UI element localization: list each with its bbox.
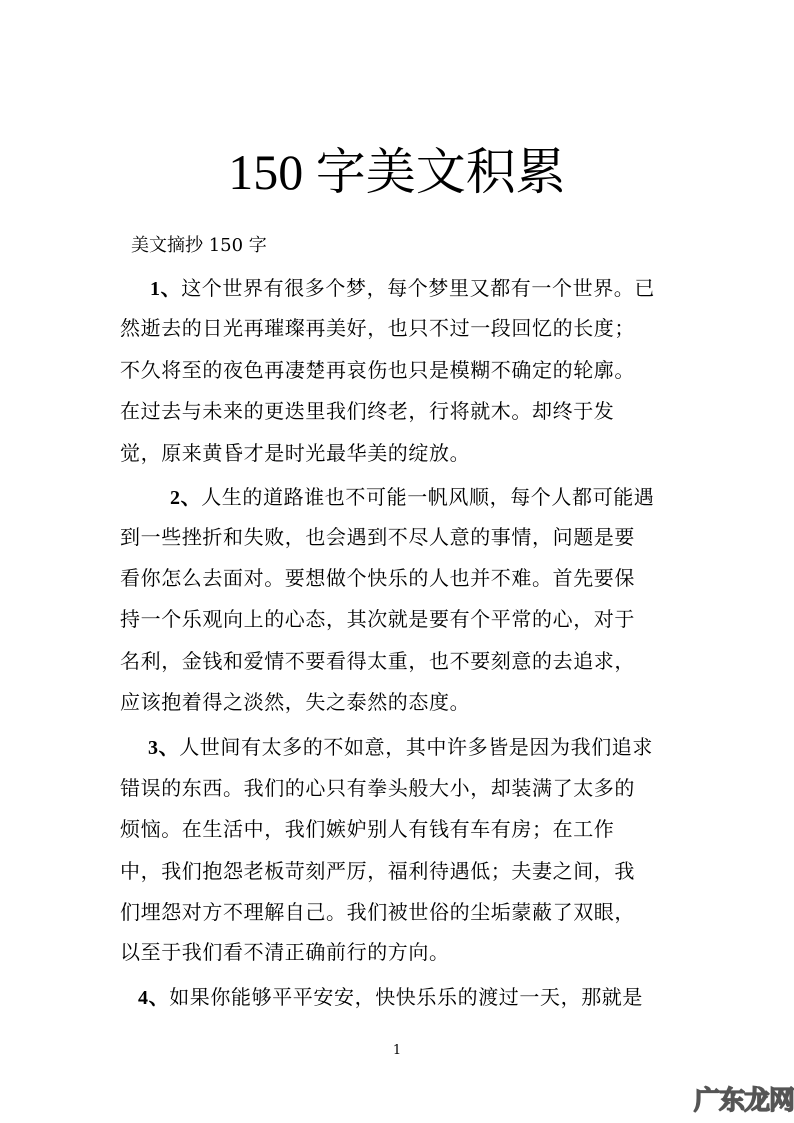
- paragraph-3-line-6: 以至于我们看不清正确前行的方向。: [120, 940, 450, 964]
- paragraph-3-line-2: 错误的东西。我们的心只有拳头般大小，却装满了太多的: [120, 776, 635, 800]
- paragraph-number: 4、: [138, 987, 170, 1009]
- watermark-logo: 广东龙网: [694, 1086, 794, 1116]
- paragraph-1-line-3: 不久将至的夜色再凄楚再哀伤也只是模糊不确定的轮廓。: [120, 358, 635, 382]
- page-title: 150 字美文积累: [228, 144, 566, 200]
- paragraph-3-line-5: 们埋怨对方不理解自己。我们被世俗的尘垢蒙蔽了双眼，: [120, 900, 635, 924]
- paragraph-number: 2、: [170, 487, 202, 509]
- paragraph-2-line-6: 应该抱着得之淡然，失之泰然的态度。: [120, 690, 471, 714]
- paragraph-2-line-5: 名利，金钱和爱情不要看得太重，也不要刻意的去追求，: [120, 649, 635, 673]
- paragraph-3-line-4: 中，我们抱怨老板苛刻严厉，福利待遇低；夫妻之间，我: [120, 859, 635, 883]
- paragraph-1-line-4: 在过去与未来的更迭里我们终老，行将就木。却终于发: [120, 399, 615, 423]
- subtitle: 美文摘抄 150 字: [131, 235, 267, 256]
- paragraph-1-line-2: 然逝去的日光再璀璨再美好，也只不过一段回忆的长度；: [120, 316, 635, 340]
- paragraph-1-line-1: 1、这个世界有很多个梦，每个梦里又都有一个世界。已: [150, 276, 656, 300]
- paragraph-3-line-1: 3、人世间有太多的不如意，其中许多皆是因为我们追求: [148, 735, 654, 759]
- paragraph-1-line-5: 觉，原来黄昏才是时光最华美的绽放。: [120, 441, 471, 465]
- paragraph-2-line-4: 持一个乐观向上的心态，其次就是要有个平常的心，对于: [120, 607, 635, 631]
- paragraph-2-line-1: 2、人生的道路谁也不可能一帆风顺，每个人都可能遇: [170, 485, 655, 509]
- paragraph-3-line-3: 烦恼。在生活中，我们嫉妒别人有钱有车有房；在工作: [120, 817, 615, 841]
- paragraph-number: 1、: [150, 278, 182, 300]
- paragraph-2-line-2: 到一些挫折和失败，也会遇到不尽人意的事情，问题是要: [120, 525, 635, 549]
- page-number: 1: [392, 1043, 402, 1058]
- paragraph-2-line-3: 看你怎么去面对。要想做个快乐的人也并不难。首先要保: [120, 566, 635, 590]
- paragraph-number: 3、: [148, 737, 180, 759]
- paragraph-4-line-1: 4、如果你能够平平安安，快快乐乐的渡过一天，那就是: [138, 985, 644, 1009]
